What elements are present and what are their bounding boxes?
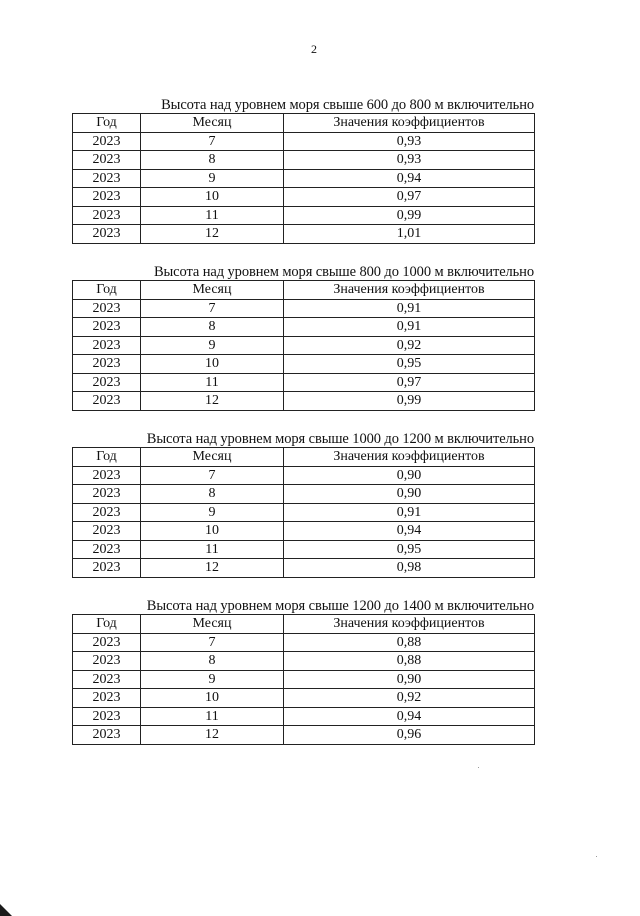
cell-year: 2023 <box>73 392 141 411</box>
cell-year: 2023 <box>73 355 141 374</box>
cell-value: 0,97 <box>284 188 535 207</box>
table-row <box>73 169 535 188</box>
cell-value: 0,92 <box>284 336 535 355</box>
cell-month: 8 <box>141 151 284 170</box>
table-row <box>73 503 535 522</box>
table-row <box>73 206 535 225</box>
header-year: Год <box>73 615 141 634</box>
cell-value: 0,91 <box>284 318 535 337</box>
cell-month: 7 <box>141 466 284 485</box>
cell-year: 2023 <box>73 559 141 578</box>
coefficient-table <box>72 113 535 244</box>
cell-year: 2023 <box>73 318 141 337</box>
table-header-row <box>73 448 535 467</box>
cell-month: 8 <box>141 318 284 337</box>
scan-speck <box>478 767 479 768</box>
cell-value: 0,96 <box>284 726 535 745</box>
header-year: Год <box>73 114 141 133</box>
cell-year: 2023 <box>73 503 141 522</box>
cell-value: 0,99 <box>284 392 535 411</box>
cell-value: 0,95 <box>284 355 535 374</box>
table-header-row <box>73 615 535 634</box>
coefficient-table <box>72 614 535 745</box>
cell-year: 2023 <box>73 188 141 207</box>
table-row <box>73 151 535 170</box>
coefficient-section-800-1000 <box>72 264 534 411</box>
cell-value: 0,88 <box>284 633 535 652</box>
cell-month: 11 <box>141 373 284 392</box>
cell-value: 0,90 <box>284 485 535 504</box>
table-row <box>73 726 535 745</box>
section-title: Высота над уровнем моря свыше 1000 до 1200 м включительно <box>146 431 534 447</box>
cell-value: 0,94 <box>284 707 535 726</box>
cell-month: 10 <box>141 689 284 708</box>
cell-month: 9 <box>141 169 284 188</box>
cell-month: 12 <box>141 225 284 244</box>
coefficient-section-1200-1400 <box>72 598 534 745</box>
table-row <box>73 225 535 244</box>
cell-value: 0,88 <box>284 652 535 671</box>
cell-year: 2023 <box>73 225 141 244</box>
header-year: Год <box>73 281 141 300</box>
cell-year: 2023 <box>73 466 141 485</box>
header-month: Месяц <box>141 615 284 634</box>
coefficient-section-1000-1200 <box>72 431 534 578</box>
cell-month: 7 <box>141 132 284 151</box>
page-number: 2 <box>311 42 317 56</box>
cell-year: 2023 <box>73 151 141 170</box>
cell-month: 8 <box>141 652 284 671</box>
header-value: Значения коэффициентов <box>284 281 535 300</box>
cell-month: 10 <box>141 522 284 541</box>
table-row <box>73 633 535 652</box>
cell-value: 0,93 <box>284 132 535 151</box>
cell-year: 2023 <box>73 689 141 708</box>
cell-year: 2023 <box>73 633 141 652</box>
table-row <box>73 132 535 151</box>
cell-year: 2023 <box>73 670 141 689</box>
cell-year: 2023 <box>73 726 141 745</box>
section-title: Высота над уровнем моря свыше 1200 до 1400 м включительно <box>146 598 534 614</box>
cell-year: 2023 <box>73 485 141 504</box>
cell-year: 2023 <box>73 540 141 559</box>
table-row <box>73 522 535 541</box>
cell-month: 10 <box>141 355 284 374</box>
table-header-row <box>73 114 535 133</box>
section-title: Высота над уровнем моря свыше 600 до 800 м включительно <box>161 97 534 113</box>
header-value: Значения коэффициентов <box>284 114 535 133</box>
cell-year: 2023 <box>73 169 141 188</box>
cell-month: 7 <box>141 633 284 652</box>
table-row <box>73 670 535 689</box>
cell-value: 0,90 <box>284 466 535 485</box>
table-row <box>73 336 535 355</box>
cell-year: 2023 <box>73 206 141 225</box>
header-month: Месяц <box>141 114 284 133</box>
table-row <box>73 466 535 485</box>
header-value: Значения коэффициентов <box>284 448 535 467</box>
coefficient-table <box>72 280 535 411</box>
cell-value: 0,93 <box>284 151 535 170</box>
cell-value: 0,94 <box>284 169 535 188</box>
table-row <box>73 318 535 337</box>
table-row <box>73 559 535 578</box>
cell-year: 2023 <box>73 299 141 318</box>
cell-month: 12 <box>141 559 284 578</box>
table-row <box>73 355 535 374</box>
cell-value: 0,94 <box>284 522 535 541</box>
cell-month: 8 <box>141 485 284 504</box>
cell-year: 2023 <box>73 336 141 355</box>
cell-year: 2023 <box>73 132 141 151</box>
table-row <box>73 652 535 671</box>
cell-value: 0,91 <box>284 503 535 522</box>
table-header-row <box>73 281 535 300</box>
cell-value: 0,97 <box>284 373 535 392</box>
table-row <box>73 540 535 559</box>
header-month: Месяц <box>141 448 284 467</box>
cell-month: 12 <box>141 392 284 411</box>
coefficient-section-600-800 <box>72 97 534 244</box>
cell-year: 2023 <box>73 522 141 541</box>
table-row <box>73 188 535 207</box>
scan-speck <box>596 856 597 857</box>
table-row <box>73 299 535 318</box>
cell-value: 0,92 <box>284 689 535 708</box>
cell-value: 0,99 <box>284 206 535 225</box>
cell-year: 2023 <box>73 652 141 671</box>
cell-month: 12 <box>141 726 284 745</box>
cell-month: 11 <box>141 540 284 559</box>
cell-month: 9 <box>141 336 284 355</box>
cell-value: 0,91 <box>284 299 535 318</box>
table-row <box>73 707 535 726</box>
cell-month: 11 <box>141 206 284 225</box>
table-row <box>73 689 535 708</box>
scan-edge-shadow <box>0 904 12 916</box>
header-value: Значения коэффициентов <box>284 615 535 634</box>
cell-value: 0,90 <box>284 670 535 689</box>
section-title: Высота над уровнем моря свыше 800 до 1000 м включительно <box>153 264 534 280</box>
cell-month: 9 <box>141 670 284 689</box>
cell-month: 7 <box>141 299 284 318</box>
cell-value: 0,95 <box>284 540 535 559</box>
header-year: Год <box>73 448 141 467</box>
table-row <box>73 485 535 504</box>
table-row <box>73 392 535 411</box>
cell-year: 2023 <box>73 373 141 392</box>
header-month: Месяц <box>141 281 284 300</box>
cell-month: 10 <box>141 188 284 207</box>
table-row <box>73 373 535 392</box>
cell-value: 1,01 <box>284 225 535 244</box>
cell-month: 11 <box>141 707 284 726</box>
cell-month: 9 <box>141 503 284 522</box>
cell-year: 2023 <box>73 707 141 726</box>
cell-value: 0,98 <box>284 559 535 578</box>
coefficient-table <box>72 447 535 578</box>
